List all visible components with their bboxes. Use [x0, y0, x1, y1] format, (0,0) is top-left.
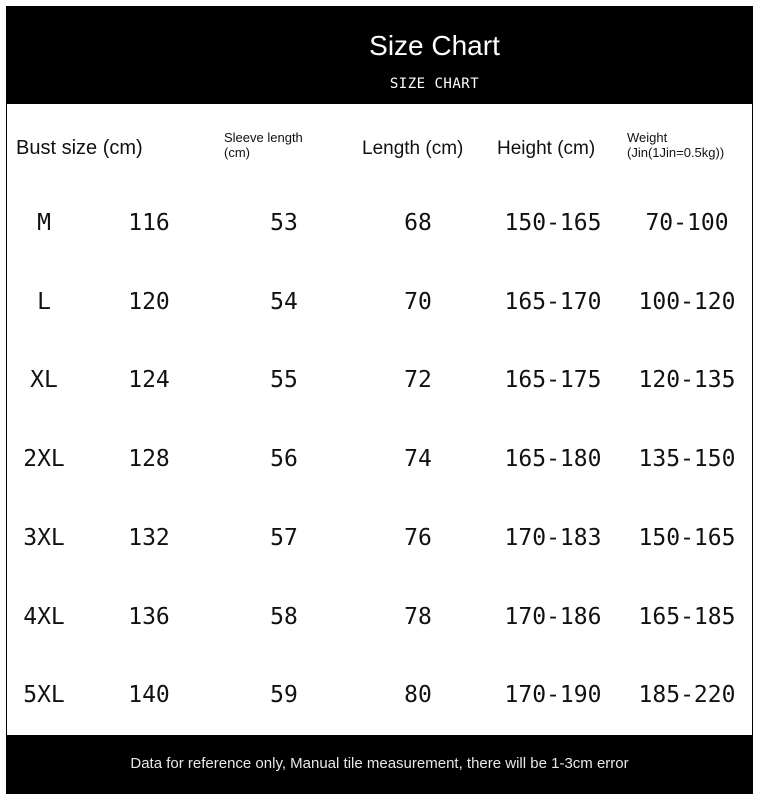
cell-size: XL: [30, 367, 58, 393]
cell-length: 68: [404, 210, 432, 236]
footer-note: Data for reference only, Manual tile measurement, there will be 1-3cm error: [130, 755, 629, 772]
cell-height: 165-170: [504, 289, 602, 315]
column-header-weight-line2: (Jin(1Jin=0.5kg)): [627, 145, 725, 160]
column-header-weight-line1: Weight: [627, 130, 668, 145]
page-title: Size Chart: [369, 30, 500, 61]
cell-length: 70: [404, 289, 432, 315]
cell-length: 78: [404, 604, 432, 630]
cell-sleeve: 58: [270, 604, 298, 630]
column-header-sleeve-line2: (cm): [224, 145, 250, 160]
column-header-length: Length (cm): [362, 138, 464, 159]
cell-bust: 116: [128, 210, 170, 236]
cell-height: 170-190: [504, 682, 602, 708]
cell-bust: 140: [128, 682, 170, 708]
header-banner: [7, 6, 752, 104]
column-header-weight: [627, 130, 724, 160]
page-subtitle: SIZE CHART: [389, 76, 480, 92]
cell-bust: 120: [128, 289, 170, 315]
footer-banner: [7, 735, 752, 794]
cell-size: 4XL: [23, 604, 65, 630]
column-header-sleeve: [224, 130, 303, 160]
cell-height: 150-165: [504, 210, 602, 236]
cell-size: 3XL: [23, 525, 65, 551]
cell-size: 5XL: [23, 682, 65, 708]
cell-length: 72: [404, 367, 432, 393]
cell-length: 80: [404, 682, 432, 708]
cell-sleeve: 56: [270, 446, 298, 472]
cell-sleeve: 53: [270, 210, 298, 236]
size-chart: [6, 6, 753, 794]
cell-size: M: [37, 210, 51, 236]
cell-height: 170-186: [504, 604, 602, 630]
cell-sleeve: 59: [270, 682, 298, 708]
cell-bust: 124: [128, 367, 170, 393]
cell-length: 76: [404, 525, 432, 551]
cell-bust: 128: [128, 446, 170, 472]
cell-bust: 136: [128, 604, 170, 630]
column-header-bust: Bust size (cm): [16, 137, 143, 159]
cell-weight: 150-165: [638, 525, 736, 551]
cell-bust: 132: [128, 525, 170, 551]
cell-weight: 70-100: [645, 210, 729, 236]
cell-height: 170-183: [504, 525, 602, 551]
column-header-height: Height (cm): [497, 138, 596, 159]
cell-weight: 185-220: [638, 682, 736, 708]
cell-size: L: [37, 289, 51, 315]
column-header-sleeve-line1: Sleeve length: [224, 130, 303, 145]
cell-height: 165-175: [504, 367, 602, 393]
cell-weight: 165-185: [638, 604, 736, 630]
cell-sleeve: 57: [270, 525, 298, 551]
cell-height: 165-180: [504, 446, 602, 472]
cell-length: 74: [404, 446, 432, 472]
cell-weight: 100-120: [638, 289, 736, 315]
cell-weight: 120-135: [638, 367, 736, 393]
cell-sleeve: 55: [270, 367, 298, 393]
cell-sleeve: 54: [270, 289, 298, 315]
cell-weight: 135-150: [638, 446, 736, 472]
cell-size: 2XL: [23, 446, 65, 472]
